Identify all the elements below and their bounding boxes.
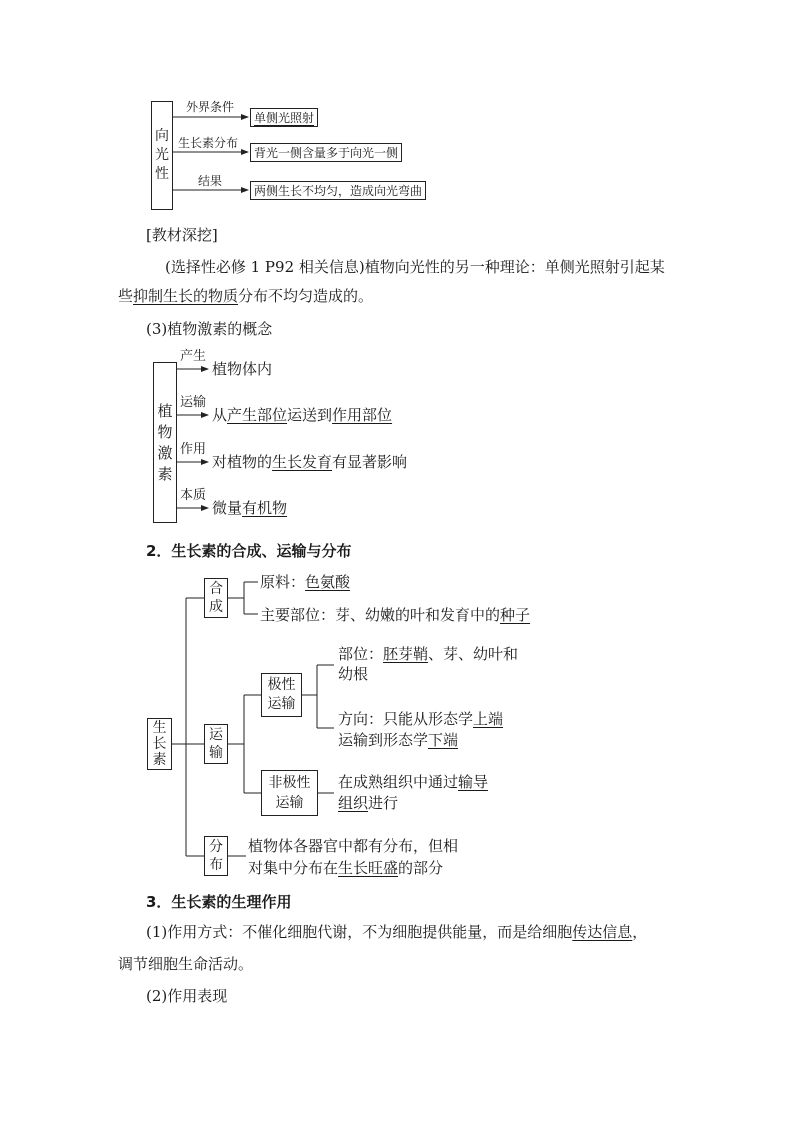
nonpolar-line2 bbox=[338, 793, 398, 813]
polar-site-line2: 幼根 bbox=[338, 665, 369, 683]
fig2-transport-to: 运送到 bbox=[287, 406, 333, 424]
distribution-line2-term: 生长旺盛 bbox=[338, 859, 399, 877]
fig1-result-box-2 bbox=[250, 143, 402, 162]
textbook-text-c: 分布不均匀造成的。 bbox=[238, 287, 374, 305]
synthesis-material-prefix: 原料： bbox=[260, 573, 306, 591]
fig1-result-text-3: 两侧生长不均匀，造成向光弯曲 bbox=[254, 184, 423, 198]
fig2-transport-target: 作用部位 bbox=[332, 406, 393, 424]
distribution-line2 bbox=[248, 858, 443, 878]
polar-transport-label: 极性运输 bbox=[267, 677, 296, 712]
polar-site-prefix: 部位： bbox=[338, 645, 384, 663]
fig1-label-result: 结果 bbox=[198, 174, 223, 188]
distribution-box bbox=[204, 836, 228, 876]
fig2-row-transport bbox=[212, 405, 392, 425]
textbook-text-a: 些 bbox=[118, 287, 134, 305]
nonpolar-transport-label: 非极性运输 bbox=[268, 775, 311, 811]
textbook-paragraph-line1: (选择性必修 1 P92 相关信息)植物向光性的另一种理论：单侧光照射引起某 bbox=[165, 258, 665, 276]
polar-direction-line1 bbox=[338, 709, 503, 729]
synthesis-material bbox=[260, 572, 350, 592]
textbook-heading: [教材深挖] bbox=[146, 226, 218, 244]
plant-hormone-label: 植物激素 bbox=[157, 401, 173, 483]
plant-hormone-box bbox=[153, 362, 177, 523]
fig2-row-essence bbox=[212, 498, 287, 518]
fig2-row-effect bbox=[212, 452, 407, 472]
phototropism-label: 向光性 bbox=[155, 128, 169, 182]
action-mode-comma: ， bbox=[632, 923, 648, 941]
transport-box bbox=[204, 724, 228, 764]
heading-2: 2．生长素的合成、运输与分布 bbox=[146, 542, 352, 560]
action-mode-line2: 调节细胞生命活动。 bbox=[118, 955, 254, 973]
action-manifest: (2)作用表现 bbox=[146, 987, 228, 1005]
fig1-result-box-3 bbox=[250, 181, 426, 200]
distribution-label: 分布 bbox=[209, 839, 223, 873]
distribution-line2-prefix: 对集中分布在 bbox=[248, 859, 339, 877]
nonpolar-line2-term: 组织 bbox=[338, 794, 369, 812]
distribution-line1: 植物体各器官中都有分布，但相 bbox=[248, 837, 459, 855]
transport-label: 运输 bbox=[209, 727, 223, 761]
synthesis-box bbox=[204, 578, 228, 618]
fig2-row-produce bbox=[212, 359, 272, 379]
fig2-row-produce-text: 植物体内 bbox=[212, 360, 273, 378]
fig2-label-produce: 产生 bbox=[180, 349, 207, 364]
polar-direction-upper: 上端 bbox=[473, 710, 504, 728]
synthesis-site bbox=[260, 605, 530, 625]
fig2-label-essence: 本质 bbox=[180, 488, 207, 503]
fig2-essence-term: 有机物 bbox=[242, 499, 288, 517]
textbook-paragraph-line2 bbox=[118, 286, 373, 306]
synthesis-site-term: 种子 bbox=[500, 606, 531, 624]
fig1-result-text-2: 背光一侧含量多于向光一侧 bbox=[254, 146, 399, 160]
section3-title: (3)植物激素的概念 bbox=[146, 320, 273, 338]
fig1-result-box-1 bbox=[250, 108, 318, 127]
fig1-label-distribution: 生长素分布 bbox=[178, 136, 239, 150]
fig2-effect-suffix: 有显著影响 bbox=[332, 453, 408, 471]
fig2-essence-prefix: 微量 bbox=[212, 499, 243, 517]
fig1-label-external: 外界条件 bbox=[186, 100, 235, 114]
nonpolar-line1-prefix: 在成熟组织中通过 bbox=[338, 773, 459, 791]
polar-site-line1 bbox=[338, 644, 518, 664]
fig2-label-transport: 运输 bbox=[180, 395, 207, 410]
fig2-effect-prefix: 对植物的 bbox=[212, 453, 273, 471]
action-mode-term: 传达信息 bbox=[572, 923, 633, 941]
nonpolar-line2-rest: 进行 bbox=[368, 794, 399, 812]
action-mode-text: (1)作用方式：不催化细胞代谢，不为细胞提供能量，而是给细胞 bbox=[146, 923, 573, 941]
fig2-effect-term: 生长发育 bbox=[272, 453, 333, 471]
polar-site-rest: 、芽、幼叶和 bbox=[428, 645, 519, 663]
nonpolar-transport-box bbox=[261, 770, 318, 816]
fig2-transport-source: 产生部位 bbox=[227, 406, 288, 424]
heading-3: 3．生长素的生理作用 bbox=[146, 893, 292, 911]
textbook-underlined-term: 抑制生长的物质 bbox=[133, 287, 239, 305]
phototropism-box bbox=[151, 101, 173, 210]
synthesis-material-term: 色氨酸 bbox=[305, 573, 351, 591]
distribution-line2-rest: 的部分 bbox=[398, 859, 444, 877]
polar-site-term: 胚芽鞘 bbox=[383, 645, 429, 663]
fig2-label-effect: 作用 bbox=[180, 442, 207, 457]
synthesis-label: 合成 bbox=[209, 581, 223, 615]
action-mode-line1 bbox=[146, 922, 647, 942]
fig2-transport-from: 从 bbox=[212, 406, 228, 424]
auxin-root-box bbox=[147, 718, 172, 770]
polar-transport-box bbox=[261, 673, 302, 717]
polar-direction-prefix: 方向：只能从形态学 bbox=[338, 710, 474, 728]
polar-direction-line2-text: 运输到形态学 bbox=[338, 731, 429, 749]
nonpolar-line1-term: 输导 bbox=[458, 773, 489, 791]
polar-direction-lower: 下端 bbox=[428, 731, 459, 749]
auxin-root-label: 生长素 bbox=[152, 720, 167, 768]
nonpolar-line1 bbox=[338, 772, 488, 792]
polar-direction-line2 bbox=[338, 730, 458, 750]
fig1-result-text-1: 单侧光照射 bbox=[254, 111, 315, 125]
synthesis-site-prefix: 主要部位：芽、幼嫩的叶和发育中的 bbox=[260, 606, 501, 624]
